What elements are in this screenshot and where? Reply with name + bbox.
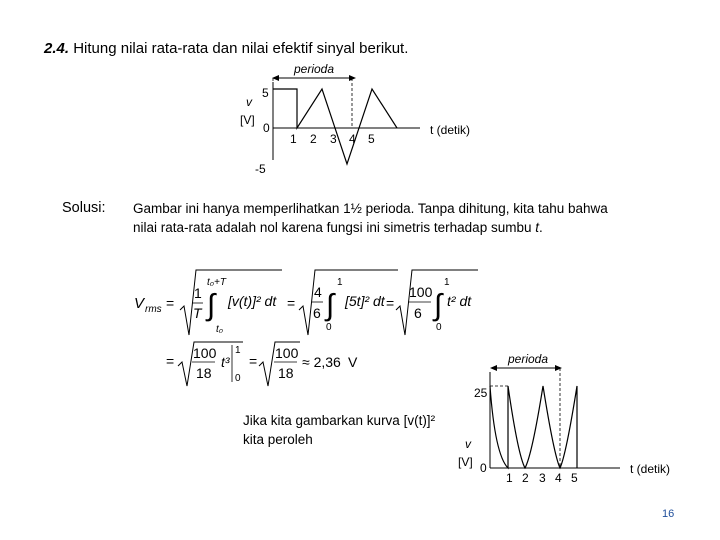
- period-label: perioda: [294, 62, 335, 76]
- integral-2: ∫: [326, 289, 335, 322]
- problem-number: 2.4.: [44, 40, 70, 57]
- frac4-den: 18: [196, 365, 212, 381]
- solution-label: Solusi:: [62, 200, 106, 216]
- lower-limit-1: t₀: [216, 324, 223, 335]
- solution-paragraph-end: .: [539, 219, 543, 235]
- intro-line-2: kita peroleh: [243, 431, 313, 447]
- frac5-den: 18: [278, 365, 294, 381]
- frac1-den: T: [193, 305, 202, 321]
- solution-paragraph-var: t: [535, 219, 539, 235]
- x2-tick-2: 2: [522, 471, 529, 485]
- x-axis-label: t (detik): [430, 123, 471, 137]
- upper-limit-3: 1: [444, 277, 450, 288]
- upper-limit-2: 1: [337, 277, 343, 288]
- lower-limit-3: 0: [436, 322, 442, 333]
- frac4-num: 100: [193, 345, 217, 361]
- x-tick-3: 3: [330, 132, 337, 146]
- unit-v: V: [348, 354, 358, 370]
- frac1-num: 1: [194, 285, 202, 301]
- integral-3: ∫: [434, 289, 443, 322]
- intro-line-1: Jika kita gambarkan kurva [v(t)]²: [243, 413, 436, 428]
- solution-paragraph-text: Gambar ini hanya memperlihatkan 1½ perioda. Tanpa dihitung, kita tahu bahwa nilai rata-rata adalah nol karena fungsi ini simetris terhadap sumbu: [133, 201, 608, 235]
- y-label-v: v: [246, 95, 252, 109]
- integrand-3: t² dt: [447, 293, 472, 309]
- integral-1: ∫: [207, 289, 216, 322]
- problem-text: Hitung nilai rata-rata dan nilai efektif sinyal berikut.: [73, 40, 409, 57]
- y-label-unit: [V]: [240, 113, 255, 127]
- y-tick-5: 5: [262, 86, 269, 100]
- t-cubed: t³: [221, 354, 230, 370]
- y-tick-minus-5: -5: [255, 162, 266, 176]
- y2-label-v: v: [465, 437, 471, 451]
- formula-equals-5: =: [249, 353, 258, 369]
- x-tick-5: 5: [368, 132, 375, 146]
- period2-arrow-left: [490, 365, 497, 371]
- squared-waveform: [490, 386, 577, 468]
- y2-label-unit: [V]: [458, 455, 473, 469]
- formula-lhs-sub: rms: [145, 304, 162, 315]
- x-tick-4: 4: [349, 132, 356, 146]
- x-tick-1: 1: [290, 132, 297, 146]
- x2-axis-label: t (detik): [630, 462, 671, 476]
- y-tick-0: 0: [263, 121, 270, 135]
- frac3-num: 100: [409, 284, 433, 300]
- formula-equals-1: =: [166, 295, 175, 311]
- upper-limit-1: t₀+T: [207, 277, 226, 288]
- formula-equals-3: =: [386, 295, 395, 311]
- approx-value: ≈ 2,36: [302, 354, 341, 370]
- x2-tick-1: 1: [506, 471, 513, 485]
- x-tick-2: 2: [310, 132, 317, 146]
- y2-tick-0: 0: [480, 461, 487, 475]
- x2-tick-3: 3: [539, 471, 546, 485]
- eval-upper: 1: [235, 345, 241, 356]
- integrand-2: [5t]² dt: [345, 293, 385, 309]
- integrand-1: [v(t)]² dt: [228, 293, 277, 309]
- y2-tick-25: 25: [474, 386, 488, 400]
- eval-lower: 0: [235, 373, 241, 384]
- period2-label: perioda: [508, 352, 549, 366]
- lower-limit-2: 0: [326, 322, 332, 333]
- formula-equals-4: =: [166, 353, 175, 369]
- frac3-den: 6: [414, 305, 422, 321]
- page-number: 16: [662, 508, 675, 520]
- formula-lhs: V: [134, 295, 145, 312]
- x2-tick-5: 5: [571, 471, 578, 485]
- frac2-den: 6: [313, 305, 321, 321]
- x2-tick-4: 4: [555, 471, 562, 485]
- frac5-num: 100: [275, 345, 299, 361]
- period2-arrow-right: [555, 365, 562, 371]
- frac2-num: 4: [314, 284, 322, 300]
- formula-equals-2: =: [287, 295, 296, 311]
